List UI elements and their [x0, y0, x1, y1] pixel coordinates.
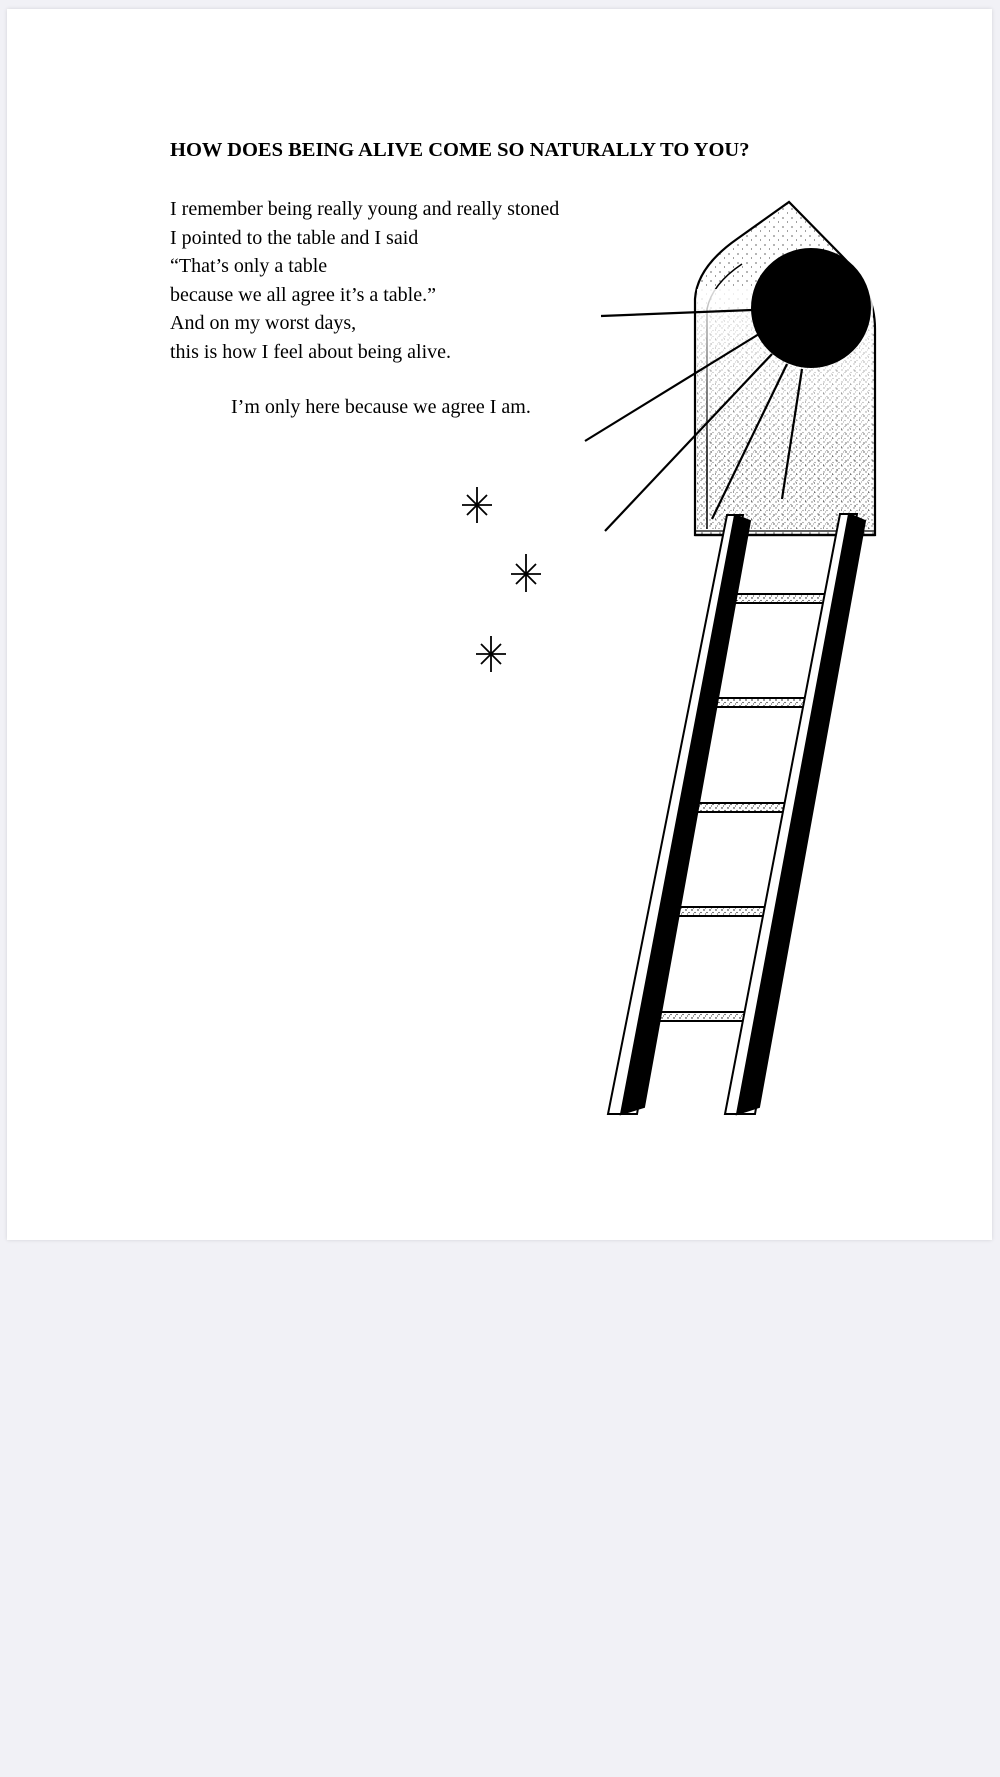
ladder-rung: [669, 907, 769, 916]
sun: [751, 248, 871, 368]
sparkle-icon: [462, 487, 492, 523]
poem-line: I remember being really young and really stoned: [170, 198, 560, 220]
poem-line: this is how I feel about being alive.: [170, 340, 452, 363]
document-page: [7, 9, 992, 1240]
sparkle-icon: [511, 554, 541, 592]
poem-line: “That’s only a table: [170, 255, 328, 278]
sparkle-icon: [476, 636, 506, 672]
ladder-rung: [689, 803, 789, 812]
ladder-rung: [729, 594, 829, 603]
ladder-left-rail: [608, 515, 750, 1114]
ladder-to-sun-illustration: [7, 9, 992, 1240]
poem-line: And on my worst days,: [170, 312, 357, 335]
poem-line: I pointed to the table and I said: [170, 226, 419, 249]
poem-line: because we all agree it’s a table.”: [170, 283, 436, 306]
poem-closing-line: I’m only here because we agree I am.: [231, 396, 531, 418]
poem-title: HOW DOES BEING ALIVE COME SO NATURALLY TO YOU?: [170, 139, 750, 161]
ladder-rung: [709, 698, 809, 707]
ladder: [608, 514, 865, 1114]
ladder-rung: [649, 1012, 749, 1021]
